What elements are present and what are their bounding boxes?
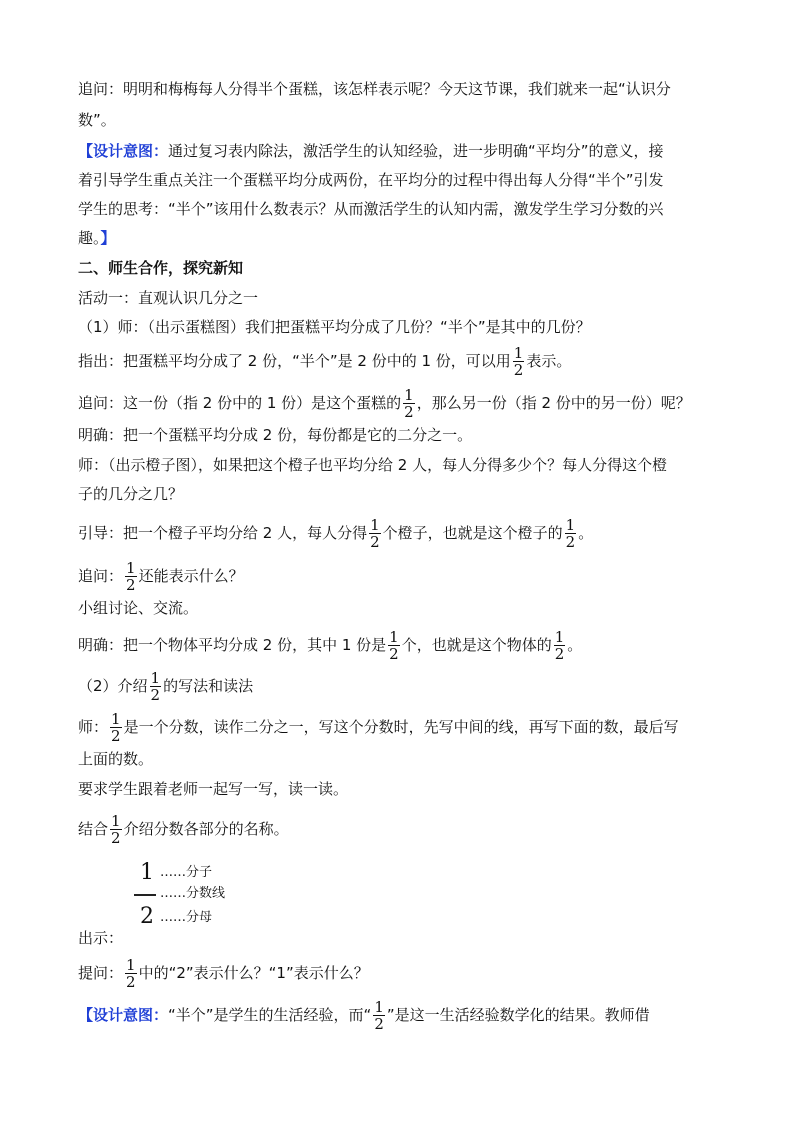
text-span: （2）介绍: [78, 677, 148, 695]
numerator-label: ……分子: [160, 865, 213, 880]
text-span: 还能表示什么？: [138, 567, 244, 585]
fraction-line-label: ……分数线: [160, 886, 226, 901]
text-span: ”是这一生活经验数学化的结果。教师借: [386, 1006, 650, 1024]
text-span: 师：: [78, 718, 109, 736]
fraction-one-half: [369, 518, 381, 549]
text-span: 的写法和读法: [163, 677, 254, 695]
fraction-denominator: 2: [565, 533, 576, 551]
fraction-denominator: 2: [126, 576, 136, 594]
fraction-one-half: [125, 958, 137, 989]
fraction-numerator: 1: [111, 710, 121, 728]
fraction-numerator: 1: [554, 628, 565, 646]
paragraph-line: 数”。: [78, 111, 116, 129]
text-span: 个，也就是这个物体的: [401, 636, 552, 654]
fraction-numerator: 1: [150, 669, 161, 687]
fraction-one-half: [388, 630, 400, 661]
fraction-denominator: 2: [554, 645, 565, 663]
fraction-one-half: [125, 561, 137, 592]
design-intent-line: [78, 1000, 718, 1031]
paragraph-line: 小组讨论、交流。: [78, 599, 199, 617]
activity-title: 活动一：直观认识几分之一: [78, 289, 259, 307]
fraction-numerator: 1: [111, 812, 121, 830]
fraction-denominator: 2: [370, 533, 380, 551]
text-span: 中的“2”表示什么？“1”表示什么？: [138, 964, 369, 982]
text-span: 。: [567, 636, 583, 654]
fraction-denominator: 2: [389, 645, 399, 663]
text-span: 追问：这一份（指 2 份中的 1 份）是这个蛋糕的: [78, 394, 402, 412]
fraction-numerator: 1: [126, 559, 136, 577]
design-intent-text: 通过复习表内除法，激活学生的认知经验，进一步明确“平均分”的意义，接: [168, 142, 664, 160]
paragraph-line: 子的几分之几？: [78, 485, 184, 503]
paragraph-line: [78, 388, 718, 419]
fraction-one-half: [403, 388, 415, 419]
fraction-one-half: [554, 630, 566, 661]
paragraph-line: [78, 814, 718, 845]
paragraph-line: [78, 561, 718, 592]
paragraph-line: 要求学生跟着老师一起写一写，读一读。: [78, 780, 349, 798]
fraction-one-half: [373, 1000, 385, 1031]
paragraph-line: 明确：把一个蛋糕平均分成 2 份，每份都是它的二分之一。: [78, 426, 473, 444]
fraction-numerator: 1: [126, 956, 136, 974]
fraction-denominator: 2: [111, 829, 121, 847]
text-span: 指出：把蛋糕平均分成了 2 份，“半个”是 2 份中的 1 份，可以用: [78, 352, 511, 370]
fraction-numerator: 1: [404, 386, 414, 404]
text-span: 介绍分数各部分的名称。: [123, 820, 289, 838]
fraction-parts-diagram: [130, 858, 260, 930]
design-intent-line: [78, 228, 718, 248]
text-span: 个橙子，也就是这个橙子的: [382, 524, 563, 542]
fraction-one-half: [513, 346, 525, 377]
fraction-denominator: 2: [374, 1015, 384, 1033]
denominator-label: ……分母: [160, 910, 213, 925]
paragraph-line: [78, 346, 718, 377]
fraction-denominator: 2: [126, 973, 136, 991]
fraction-denominator: 2: [513, 361, 524, 379]
text-span: 。: [578, 524, 594, 542]
section-heading: 二、师生合作，探究新知: [78, 259, 244, 277]
fraction-numerator: 1: [374, 998, 384, 1016]
design-intent-bracket: 】: [100, 229, 116, 247]
fraction-numerator: 1: [370, 516, 380, 534]
text-span: “半个”是学生的生活经验，而“: [168, 1006, 372, 1024]
paragraph-line: （1）师：（出示蛋糕图）我们把蛋糕平均分成了几份？“半个”是其中的几份？: [78, 318, 591, 336]
text-span: 明确：把一个物体平均分成 2 份，其中 1 份是: [78, 636, 387, 654]
design-intent-text: 趣。: [78, 229, 101, 247]
text-span: 是一个分数，读作二分之一，写这个分数时，先写中间的线，再写下面的数，最后写: [123, 718, 679, 736]
paragraph-line: 追问：明明和梅梅每人分得半个蛋糕，该怎样表示呢？今天这节课，我们就来一起“认识分: [78, 80, 671, 98]
text-span: 结合: [78, 820, 109, 838]
paragraph-line: 出示：: [78, 929, 124, 947]
text-span: 追问：: [78, 567, 124, 585]
fraction-numerator: 1: [389, 628, 399, 646]
paragraph-line: 上面的数。: [78, 750, 154, 768]
paragraph-line: [78, 630, 718, 661]
diagram-denominator: 2: [140, 904, 154, 929]
design-intent-line: 学生的思考：“半个”该用什么数表示？从而激活学生的认知内需，激发学生学习分数的兴: [78, 200, 664, 218]
fraction-one-half: [150, 671, 162, 702]
paragraph-line: [78, 518, 718, 549]
paragraph-line: [78, 671, 718, 702]
fraction-denominator: 2: [404, 403, 414, 421]
fraction-bar: [134, 894, 156, 896]
text-span: 提问：: [78, 964, 124, 982]
paragraph-line: [78, 958, 718, 989]
text-span: 引导：把一个橙子平均分给 2 人，每人分得: [78, 524, 368, 542]
design-intent-line: 着引导学生重点关注一个蛋糕平均分成两份，在平均分的过程中得出每人分得“半个”引发: [78, 171, 664, 189]
fraction-denominator: 2: [150, 686, 161, 704]
design-intent-line: [78, 141, 718, 161]
paragraph-line: [78, 712, 718, 743]
text-span: 表示。: [526, 352, 572, 370]
diagram-numerator: 1: [140, 860, 154, 885]
fraction-one-half: [110, 814, 122, 845]
fraction-numerator: 1: [565, 516, 576, 534]
fraction-denominator: 2: [111, 727, 121, 745]
paragraph-line: 师：（出示橙子图），如果把这个橙子也平均分给 2 人，每人分得多少个？每人分得这个橙: [78, 456, 668, 474]
design-intent-label: 【设计意图：: [78, 142, 169, 160]
fraction-numerator: 1: [513, 344, 524, 362]
design-intent-label: 【设计意图：: [78, 1006, 169, 1024]
text-span: ，那么另一份（指 2 份中的另一份）呢？: [416, 394, 691, 412]
fraction-one-half: [110, 712, 122, 743]
fraction-one-half: [565, 518, 577, 549]
